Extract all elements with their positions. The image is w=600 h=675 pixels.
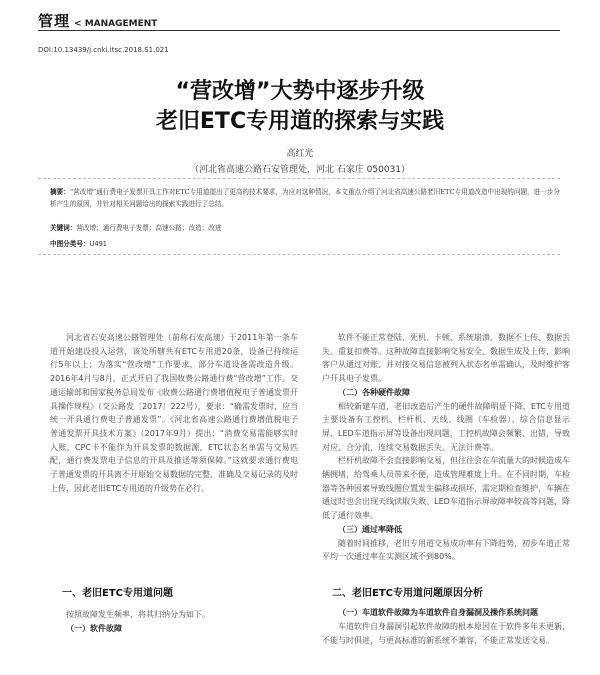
subsection-heading: （三）通过率降低 (338, 524, 402, 534)
clc-number (50, 238, 107, 248)
abstract-text: “营改增”通行费电子发票开具工作对ETC专用道提出了更高的技术要求，为应对这种情况，本文重点介绍了河北省高速公路老旧ETC专用道改造中出现的问题，进一步分析产生的原因，并针对相关问题给出的探索实践进行了总结。 (50, 188, 561, 208)
subsection-heading: （二）各种硬件故障 (338, 387, 410, 397)
right-column (322, 331, 570, 564)
journal-section-en: < MANAGEMENT (74, 19, 158, 29)
keywords (50, 222, 560, 232)
body-paragraph: 栏杆机故障不会直接影响交易，但往往会在车流量大的时候造成车辆拥堵，给驾乘人员带来不便，造成管理难度上升。在不同时期，车检器等各种因素导致线圈位置发生偏移或损坏，需定期检查维护，车辆在通过时也会出现天线读取失败、LED车道指示屏故障率较高等问题，降低了通行效率。 (322, 456, 570, 521)
subsection-heading: （一）软件故障 (66, 624, 122, 633)
keywords-text: 营改增；通行费电子发票；高速公路；改造；改进 (76, 224, 222, 232)
body-paragraph: 车道软件自身漏洞引起软件故障的根本原因在于软件多年未更新，不能与时俱进，与更高标准的新系统不兼容，不能正常发送交易。 (322, 622, 570, 645)
subsection-heading: （一）车道软件故障为车道软件自身漏洞及操作系统问题 (338, 608, 538, 617)
section-heading-2: 二、老旧ETC专用道问题原因分析 (332, 588, 483, 599)
affiliation: （河北省高速公路石安管理处，河北 石家庄 050031） (189, 165, 411, 175)
left-column-tail (50, 608, 298, 636)
author: 高红光 (286, 149, 314, 159)
body-paragraph: 河北省石安高速公路管理处（前称石安高速）于2011年第一条车道开始建设投入运营，该处所辖共有ETC专用道20条，设备已持续运行5年以上；为落实“营改增”工作要求，部分车道设备需改造升级。2016年4月与8月，正式开启了我国收费公路通行费“营改增”工作。交通运输部和国家税务总局发布《收费公路通行费增值税电子普通发票开具操作规程》（交公路发〔2017〕222号），要求：“确需发票时，应当统一开具通行费电子普通发票”。《河北省高速公路通行费增值税电子普通发票开具技术方案》（2017年9月）提出：“消费交易需能够实时入账，CPC卡不能作为开具发票的数据源，ETC状态名单需与交易匹配，通行费发票电子信息的开具及推送等须保障。”这就要求通行费电子普通发票的开具离不开原始交易数据的完整、准确及交易记录的及时上传，因此老旧ETC专用道的升级势在必行。 (50, 333, 298, 493)
section-heading-1: 一、老旧ETC专用道问题 (62, 588, 173, 599)
body-paragraph: 相较新建车道，老旧改造后产生的硬件故障明显下降，ETC专用道主要设备有工控机、栏杆机、天线、线圈（车检器）、综合信息显示屏、LED车道指示屏等设备出现问题，工控机故障会频繁、出错，导致对应、合分流、连续交易数据丢失、无法计费等。 (322, 401, 570, 452)
journal-section-cn: 管理 (38, 12, 71, 30)
journal-header (38, 10, 157, 31)
left-column (50, 331, 298, 495)
right-column-tail (322, 606, 570, 648)
header-rule (38, 30, 560, 31)
body-paragraph: 随着时间推移，老旧专用道交易成功率有下降趋势，初步车道正常平均一次通过率在实测区域不到80%。 (322, 538, 570, 562)
body-paragraph: 软件不能正常登陆、死机、卡顿、系统崩溃、数据不上传、数据丢失、重复扣费等。这种故障直接影响交易安全、数据生成及上传，影响客户从通过对账、并对接交易信息被列入状态名单需确认，及时维护客户开具电子发票。 (322, 333, 570, 384)
abstract (50, 186, 560, 210)
doi: DOI:10.13439/j.cnki.itsc.2018.S1.021 (38, 46, 169, 54)
clc-text: U491 (89, 240, 107, 248)
abstract-label: 摘要： (50, 188, 70, 196)
clc-label: 中图分类号： (50, 240, 90, 248)
title-line-2: 老旧ETC专用道的探索与实践 (155, 109, 445, 134)
abstract-bottom-rule (38, 254, 560, 255)
abstract-top-rule (38, 178, 560, 179)
body-paragraph: 按照故障发生频率，将其归纳分为如下。 (66, 610, 210, 619)
title-line-1: “营改增”大势中逐步升级 (175, 79, 425, 104)
keywords-label: 关键词： (50, 224, 77, 232)
